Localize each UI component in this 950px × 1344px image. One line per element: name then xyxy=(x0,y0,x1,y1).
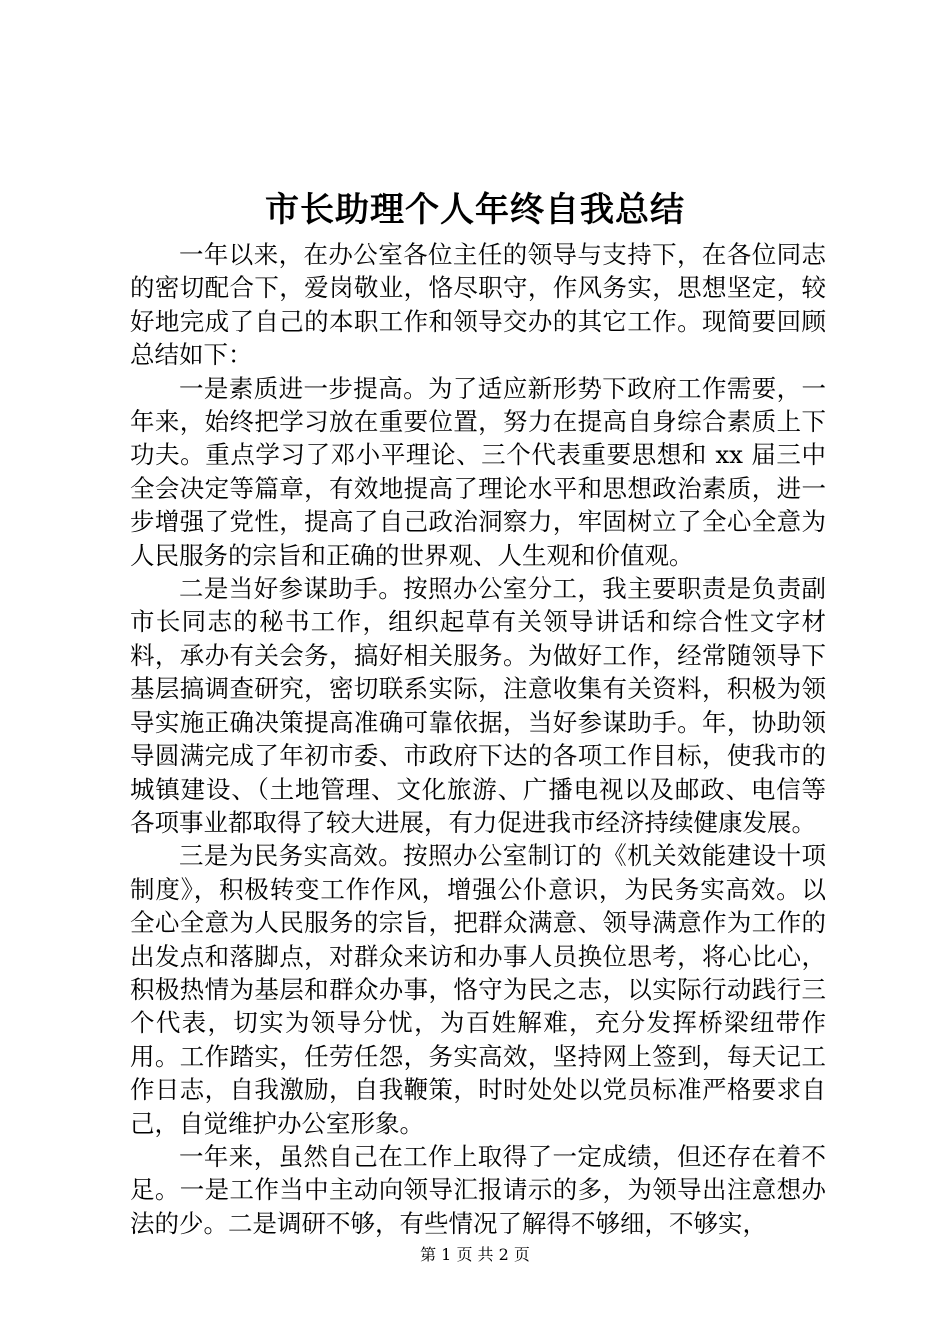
paragraph-shortcomings: 一年来，虽然自己在工作上取得了一定成绩，但还存在着不足。一是工作当中主动向领导汇报请示的多，为领导出注意想办法的少。二是调研不够，有些情况了解得不够细，不够实， xyxy=(130,1141,826,1238)
paragraph-assistant: 二是当好参谋助手。按照办公室分工，我主要职责是负责副市长同志的秘书工作，组织起草有关领导讲话和综合性文字材料，承办有关会务，搞好相关服务。为做好工作，经常随领导下基层搞调查研究，密切联系实际，注意收集有关资料，积极为领导实施正确决策提高准确可靠依据，当好参谋助手。年，协助领导圆满完成了年初市委、市政府下达的各项工作目标，使我市的城镇建设、（土地管理、文化旅游、广播电视以及邮政、电信等各项事业都取得了较大进展，有力促进我市经济持续健康发展。 xyxy=(130,574,826,837)
paragraph-intro: 一年以来，在办公室各位主任的领导与支持下，在各位同志的密切配合下，爱岗敬业，恪尽职守，作风务实，思想坚定，较好地完成了自己的本职工作和领导交办的其它工作。现简要回顾总结如下： xyxy=(130,240,826,370)
page-number-footer: 第 1 页 共 2 页 xyxy=(420,1245,530,1264)
document-body xyxy=(130,238,826,1240)
paragraph-quality: 一是素质进一步提高。为了适应新形势下政府工作需要，一年来，始终把学习放在重要位置，努力在提高自身综合素质上下功夫。重点学习了邓小平理论、三个代表重要思想和 xx 届三中全会决定等篇章，有效地提高了理论水平和思想政治素质，进一步增强了党性，提高了自己政治洞察力，牢固树立了全心全意为人民服务的宗旨和正确的世界观、人生观和价值观。 xyxy=(130,373,826,570)
paragraph-efficiency: 三是为民务实高效。按照办公室制订的《机关效能建设十项制度》，积极转变工作作风，增强公仆意识，为民务实高效。以全心全意为人民服务的宗旨，把群众满意、领导满意作为工作的出发点和落脚点，对群众来访和办事人员换位思考，将心比心，积极热情为基层和群众办事，恪守为民之志，以实际行动践行三个代表，切实为领导分忧，为百姓解难，充分发挥桥梁纽带作用。工作踏实，任劳任怨，务实高效，坚持网上签到，每天记工作日志，自我激励，自我鞭策，时时处处以党员标准严格要求自己，自觉维护办公室形象。 xyxy=(130,841,826,1138)
document-title: 市长助理个人年终自我总结 xyxy=(265,190,685,230)
